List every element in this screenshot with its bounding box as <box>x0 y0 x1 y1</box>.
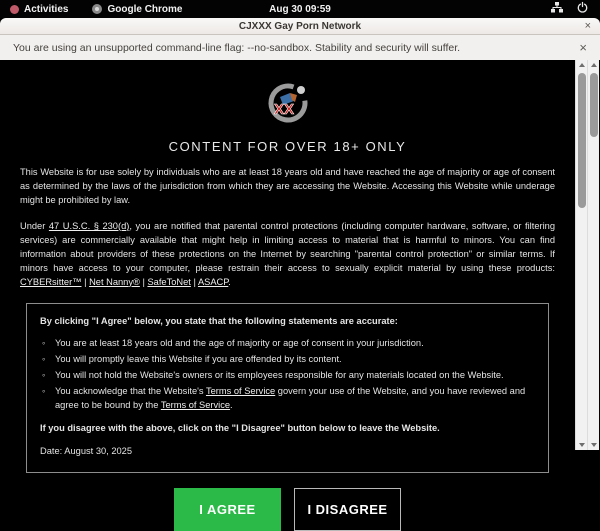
svg-text:XX: XX <box>273 101 294 118</box>
window-title: CJXXX Gay Porn Network <box>238 20 362 32</box>
list-item <box>40 385 535 413</box>
chrome-icon <box>92 4 102 14</box>
paragraph-eligibility: This Website is for use solely by individuals who are at least 18 years old and have reached the age of majority or age of consent as determined by the laws of the jurisdiction from which they are accessing the Website. Accessing this Website while underage might be prohibited by law. <box>20 167 555 205</box>
disagree-note: If you disagree with the above, click on the "I Disagree" button below to leave the Website. <box>40 423 440 434</box>
para2-sep-2: | <box>139 276 148 287</box>
age-gate-heading: CONTENT FOR OVER 18+ ONLY <box>168 139 407 154</box>
bullet4-text-2: govern your use of the Website, and you have reviewed and agree to be bound by the <box>55 386 526 411</box>
network-icon[interactable] <box>551 2 563 16</box>
inner-scrollbar[interactable] <box>587 60 599 450</box>
list-item: ◦ You will not hold the Website's owners or its employees responsible for any materials located on the Website. <box>40 369 535 383</box>
outer-scrollbar[interactable] <box>575 60 587 450</box>
scrollbar-thumb[interactable] <box>590 73 598 137</box>
agree-button[interactable]: I AGREE <box>174 488 281 531</box>
link-cybersitter[interactable]: CYBERsitter™ <box>20 276 82 287</box>
activities-label: Activities <box>24 3 69 15</box>
age-gate-buttons <box>20 488 555 531</box>
list-item: ◦ You are at least 18 years old and the age of majority or age of consent in your jurisdiction. <box>40 337 535 351</box>
activities-dot-icon <box>10 5 19 14</box>
disagree-button[interactable]: I DISAGREE <box>294 488 401 531</box>
link-terms-of-service-2[interactable]: Terms of Service <box>160 400 231 411</box>
paragraph-parental-controls <box>20 220 555 290</box>
window-close-icon[interactable]: × <box>584 20 591 32</box>
date-line: Date: August 30, 2025 <box>40 446 133 457</box>
app-menu-button[interactable] <box>92 4 182 15</box>
para2-end: . <box>228 276 231 287</box>
activities-button[interactable] <box>10 4 68 15</box>
link-terms-of-service-1[interactable]: Terms of Service <box>205 386 276 397</box>
para2-sep-3: | <box>190 276 198 287</box>
gnome-top-bar <box>0 0 600 18</box>
list-item: ◦ You will promptly leave this Website if you are offended by its content. <box>40 353 535 367</box>
link-usc-230d[interactable]: 47 U.S.C. § 230(d) <box>48 220 130 231</box>
bullet4-text-1: You acknowledge that the Website's <box>55 386 206 397</box>
link-safetonet[interactable]: SafeToNet <box>147 276 191 287</box>
scrollbar-zone <box>575 60 600 450</box>
chrome-infobar <box>0 35 600 60</box>
para2-text-2: , you are notified that parental control protections (including computer hardware, software, or filtering services) are commercially available that might help in limiting access to material that is harmful to minors. You can find information about providers of these protections on the Internet by searching "parental control protection" or similar terms. If minors have access to your computer, please restrain their access to sexually explicit material by using these products: <box>20 220 556 273</box>
agreement-list <box>40 337 535 413</box>
infobar-close-icon[interactable]: × <box>579 40 587 55</box>
infobar-message: You are using an unsupported command-line flag: --no-sandbox. Stability and security will suffer. <box>13 41 461 54</box>
scrollbar-thumb[interactable] <box>578 73 586 208</box>
agreement-box <box>26 303 549 474</box>
scroll-up-icon[interactable] <box>588 60 600 70</box>
bullet4-end: . <box>230 400 233 411</box>
page-content <box>0 60 575 517</box>
para2-text-1: Under <box>20 220 49 231</box>
clock[interactable]: Aug 30 09:59 <box>269 3 331 15</box>
para2-sep-1: | <box>81 276 90 287</box>
site-logo <box>266 81 310 130</box>
link-net-nanny[interactable]: Net Nanny® <box>89 276 140 287</box>
power-icon[interactable] <box>577 2 588 16</box>
link-asacp[interactable]: ASACP <box>197 276 229 287</box>
window-title-bar <box>0 18 600 35</box>
app-menu-label: Google Chrome <box>107 3 183 15</box>
scroll-down-icon[interactable] <box>588 440 600 450</box>
agreement-intro: By clicking "I Agree" below, you state that the following statements are accurate: <box>40 315 398 326</box>
